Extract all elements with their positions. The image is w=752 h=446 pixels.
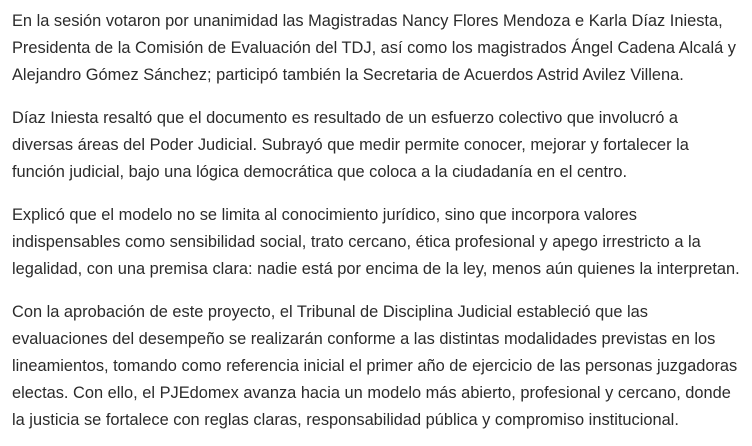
article-paragraph: Con la aprobación de este proyecto, el Tribunal de Disciplina Judicial estableció que las evaluaciones del desempeño se realizarán conforme a las distintas modalidades previstas en los lineamientos, tomando como referencia inicial el primer año de ejercicio de las personas juzgadoras electas. Con ello, el PJEdomex avanza hacia un modelo más abierto, profesional y cercano, donde la justicia se fortalece con reglas claras, responsabilidad pública y compromiso institucional. <box>12 303 738 429</box>
article-paragraph: En la sesión votaron por unanimidad las Magistradas Nancy Flores Mendoza e Karla Díaz Iniesta, Presidenta de la Comisión de Evaluación del TDJ, así como los magistrados Ángel Cadena Alcalá y Alejandro Gómez Sánchez; participó también la Secretaria de Acuerdos Astrid Avilez Villena. <box>12 12 737 84</box>
article-paragraph: Explicó que el modelo no se limita al conocimiento jurídico, sino que incorpora valores indispensables como sensibilidad social, trato cercano, ética profesional y apego irrestricto a la legalidad, con una premisa clara: nadie está por encima de la ley, menos aún quienes la interpretan. <box>12 206 740 278</box>
article-paragraph: Díaz Iniesta resaltó que el documento es resultado de un esfuerzo colectivo que involucró a diversas áreas del Poder Judicial. Subrayó que medir permite conocer, mejorar y fortalecer la función judicial, bajo una lógica democrática que coloca a la ciudadanía en el centro. <box>12 109 689 181</box>
